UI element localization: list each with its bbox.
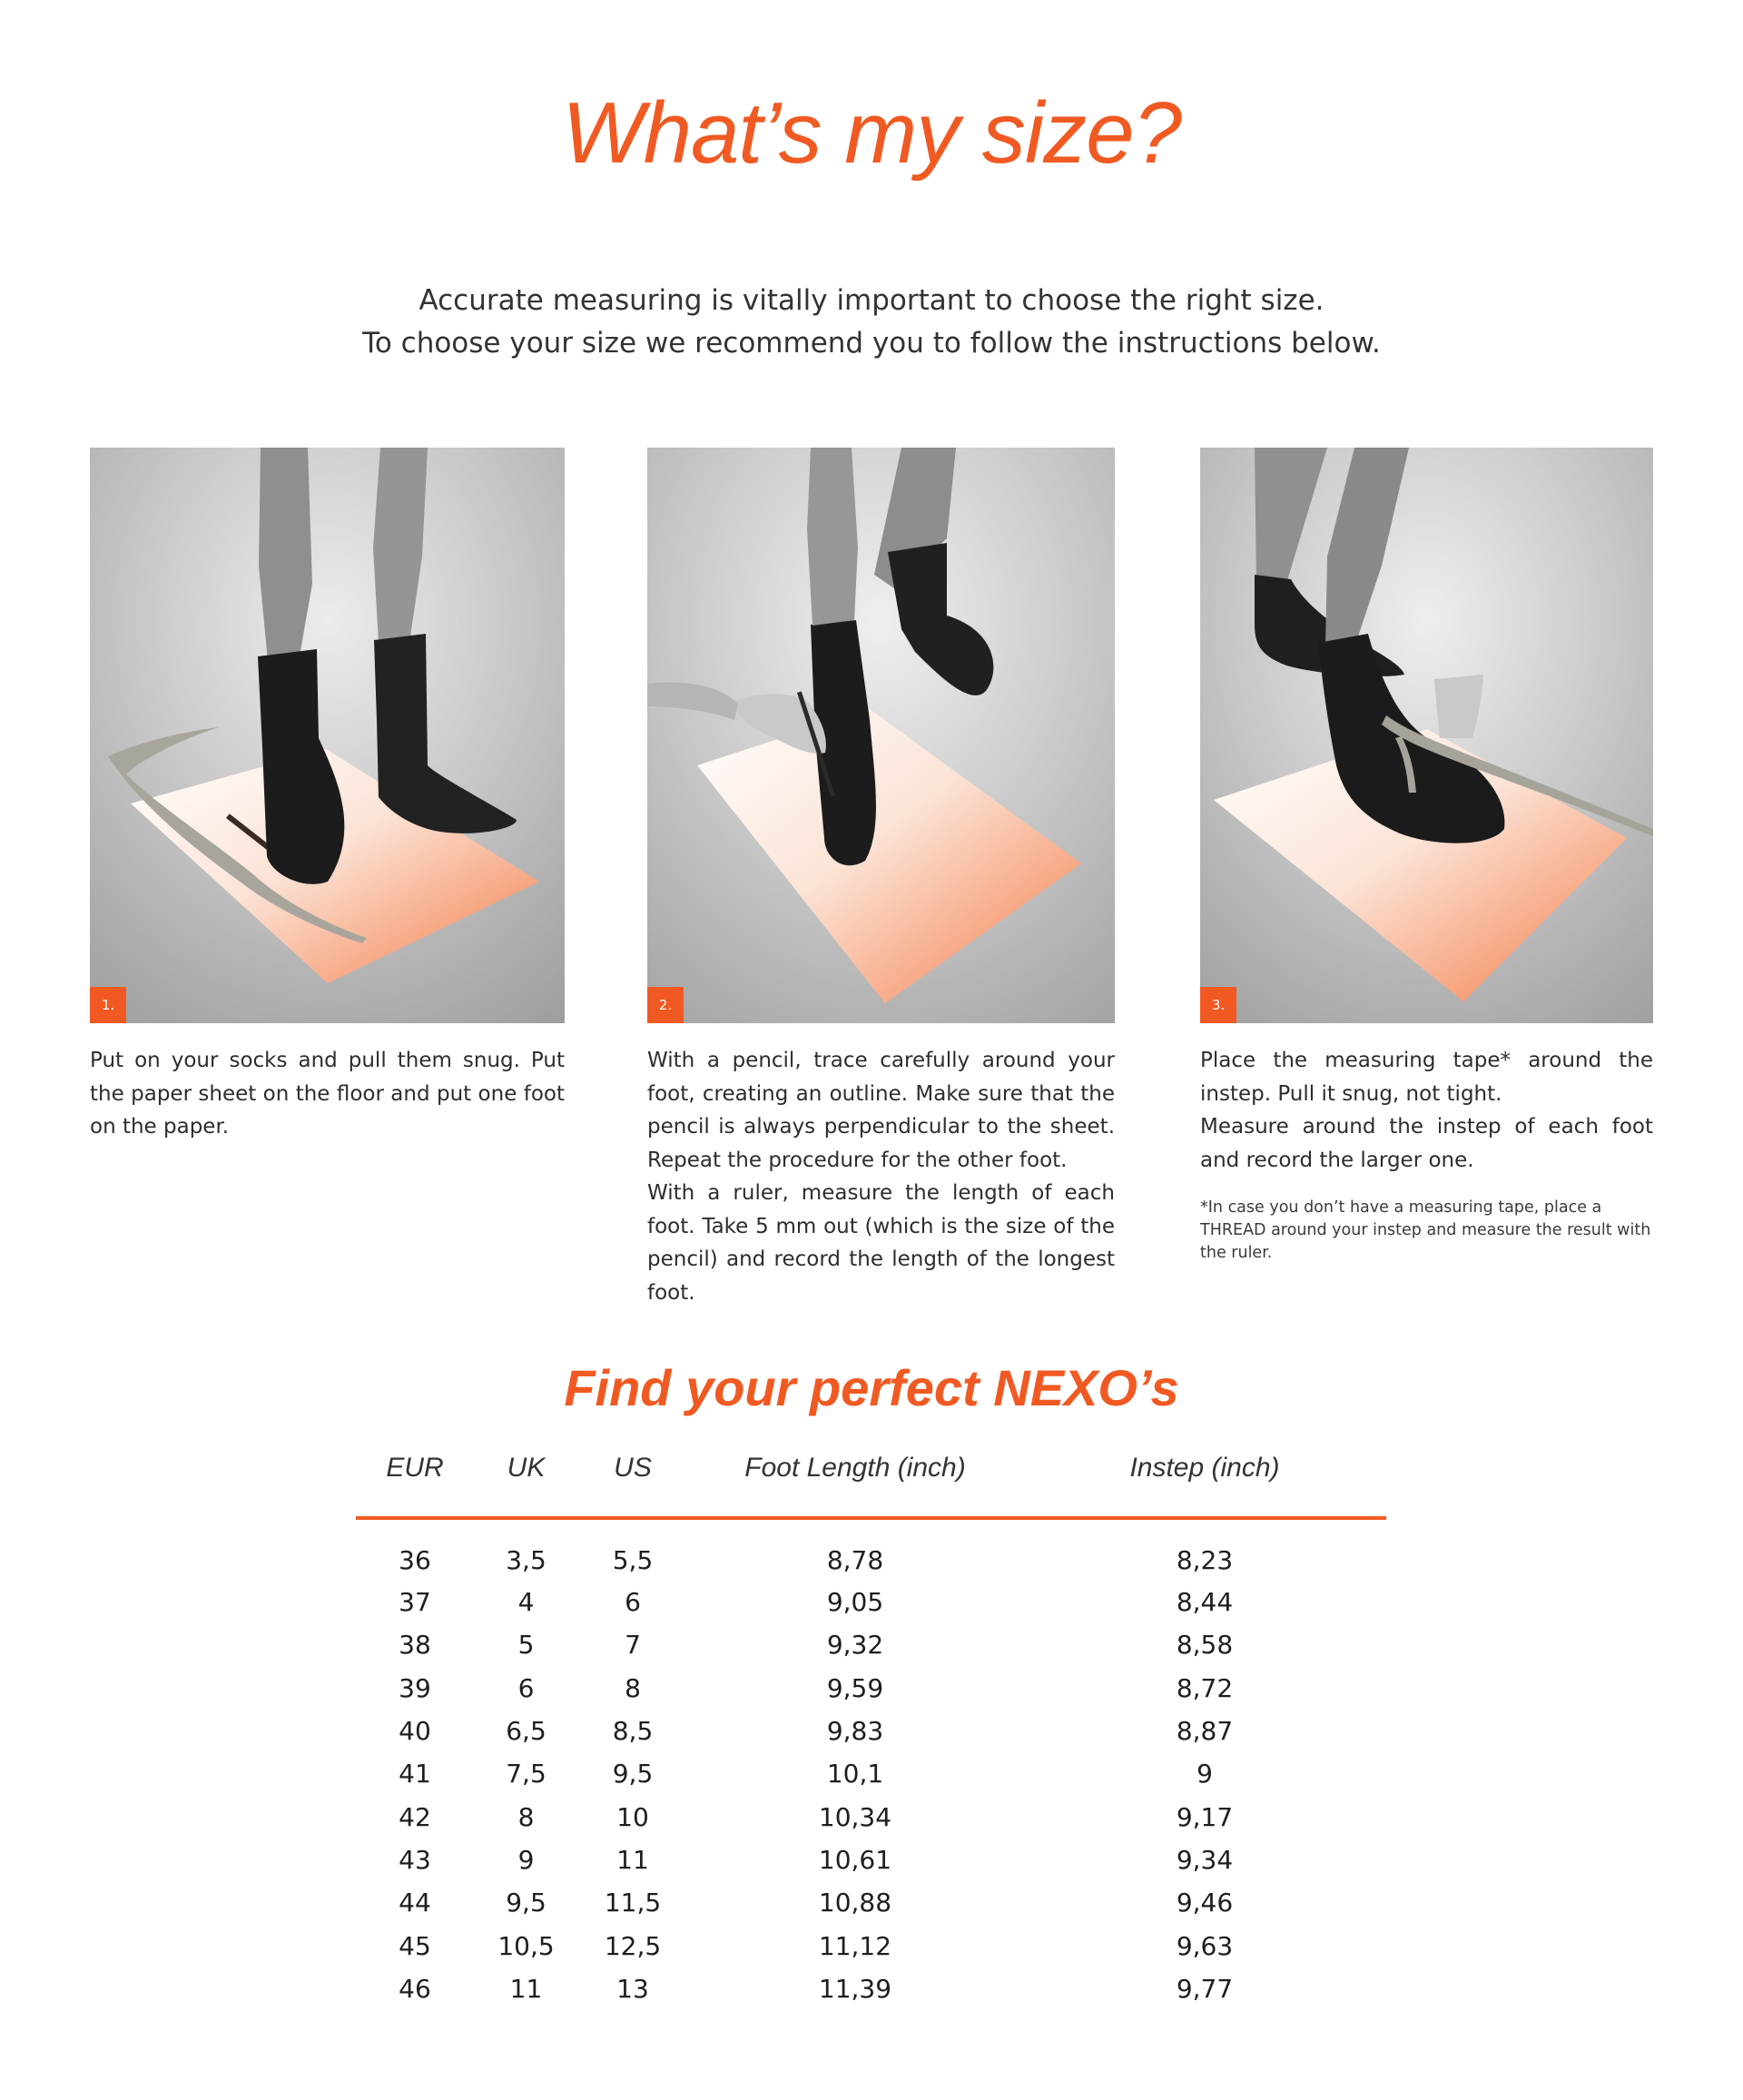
step-2 (647, 448, 1115, 1309)
cell-foot-length: 10,61 (818, 1844, 892, 1875)
cell-eur: 44 (399, 1888, 431, 1918)
cell-us: 11 (616, 1844, 649, 1875)
size-chart-table (356, 1453, 1386, 2010)
step-2-text (647, 1044, 1115, 1309)
cell-us: 9,5 (612, 1759, 654, 1789)
size-chart-header-row (356, 1453, 1386, 1518)
cell-instep: 9,77 (1176, 1973, 1234, 2004)
cell-eur: 38 (399, 1630, 431, 1661)
step-3 (1200, 448, 1653, 1265)
cell-uk: 5 (517, 1630, 535, 1661)
cell-instep: 8,44 (1176, 1587, 1234, 1618)
cell-uk: 8 (517, 1801, 535, 1832)
cell-instep: 8,23 (1176, 1545, 1234, 1575)
cell-us: 8,5 (612, 1716, 654, 1747)
intro-line-1: Accurate measuring is vitally important to choose the right size. (419, 284, 1324, 317)
cell-us: 12,5 (604, 1930, 662, 1961)
step-1-text (90, 1044, 565, 1144)
header-uk: UK (474, 1453, 578, 1518)
cell-foot-length: 11,39 (818, 1973, 892, 2004)
cell-uk: 4 (517, 1587, 535, 1618)
table-row (356, 1967, 1386, 2010)
step-3-footnote: *In case you don’t have a measuring tape, place a THREAD around your instep and measure the result with the ruler. (1200, 1198, 1651, 1262)
cell-foot-length: 8,78 (826, 1545, 884, 1575)
cell-foot-length: 10,1 (826, 1759, 884, 1789)
cell-eur: 37 (399, 1587, 431, 1618)
step-3-photo (1200, 448, 1653, 1023)
cell-foot-length: 10,88 (818, 1888, 892, 1918)
cell-foot-length: 9,83 (826, 1716, 884, 1747)
cell-foot-length: 9,59 (826, 1672, 884, 1703)
step-1-photo (90, 448, 565, 1023)
cell-instep: 9,46 (1176, 1888, 1234, 1918)
table-row (356, 1518, 1386, 1581)
cell-instep: 9,34 (1176, 1844, 1234, 1875)
table-row (356, 1924, 1386, 1967)
table-row (356, 1623, 1386, 1666)
cell-eur: 40 (399, 1716, 431, 1747)
step-3-number-badge: 3. (1200, 987, 1236, 1023)
table-row (356, 1581, 1386, 1623)
intro-text (0, 280, 1743, 365)
table-row (356, 1839, 1386, 1881)
cell-us: 13 (616, 1973, 649, 2004)
cell-instep: 8,87 (1176, 1716, 1234, 1747)
step-1 (90, 448, 565, 1144)
step-1-paragraph: Put on your socks and pull them snug. Put the paper sheet on the floor and put one foot on the paper. (90, 1049, 565, 1139)
cell-us: 10 (616, 1801, 649, 1832)
cell-uk: 9,5 (506, 1888, 547, 1918)
header-foot-length: Foot Length (inch) (687, 1453, 1023, 1518)
header-us: US (578, 1453, 687, 1518)
step-3-paragraph-1: Place the measuring tape* around the instep. Pull it snug, not tight. (1200, 1049, 1653, 1106)
cell-instep: 8,58 (1176, 1630, 1234, 1661)
cell-instep: 8,72 (1176, 1672, 1234, 1703)
cell-instep: 9,17 (1176, 1801, 1234, 1832)
cell-eur: 46 (399, 1973, 431, 2004)
size-chart-body (356, 1518, 1386, 2010)
step-2-paragraph-2: With a ruler, measure the length of each foot. Take 5 mm out (which is the size of the pencil) and record the length of the longest foot. (647, 1181, 1115, 1305)
cell-foot-length: 10,34 (818, 1801, 892, 1832)
cell-us: 6 (625, 1587, 641, 1618)
table-row (356, 1881, 1386, 1924)
cell-eur: 45 (399, 1930, 431, 1961)
cell-us: 11,5 (604, 1888, 662, 1918)
header-eur: EUR (356, 1453, 474, 1518)
cell-eur: 43 (399, 1844, 431, 1875)
cell-uk: 6,5 (506, 1716, 547, 1747)
cell-eur: 36 (399, 1545, 431, 1575)
intro-line-2: To choose your size we recommend you to follow the instructions below. (362, 327, 1381, 360)
cell-eur: 42 (399, 1801, 431, 1832)
step-2-photo (647, 448, 1115, 1023)
cell-instep: 9 (1196, 1759, 1213, 1789)
cell-eur: 39 (399, 1672, 431, 1703)
table-row (356, 1752, 1386, 1795)
table-row (356, 1795, 1386, 1838)
step-2-paragraph-1: With a pencil, trace carefully around your foot, creating an outline. Make sure that the pencil is always perpendicular to the sheet. Repeat the procedure for the other foot. (647, 1049, 1115, 1172)
cell-uk: 3,5 (506, 1545, 547, 1575)
cell-uk: 10,5 (497, 1930, 555, 1961)
step-3-paragraph-2: Measure around the instep of each foot and record the larger one. (1200, 1115, 1653, 1172)
cell-uk: 9 (517, 1844, 535, 1875)
step-3-text (1200, 1044, 1653, 1177)
cell-instep: 9,63 (1176, 1930, 1234, 1961)
cell-uk: 6 (517, 1672, 535, 1703)
header-instep: Instep (inch) (1023, 1453, 1386, 1518)
cell-foot-length: 9,32 (826, 1630, 884, 1661)
cell-uk: 7,5 (506, 1759, 547, 1789)
cell-uk: 11 (509, 1973, 543, 2004)
cell-us: 8 (625, 1672, 641, 1703)
cell-foot-length: 11,12 (818, 1930, 892, 1961)
cell-us: 5,5 (612, 1545, 654, 1575)
cell-us: 7 (625, 1630, 641, 1661)
step-2-number-badge: 2. (647, 987, 684, 1023)
page-title: What’s my size? (561, 84, 1182, 182)
cell-foot-length: 9,05 (826, 1587, 884, 1618)
table-row (356, 1710, 1386, 1752)
step-1-number-badge: 1. (90, 987, 126, 1023)
table-row (356, 1667, 1386, 1710)
cell-eur: 41 (399, 1759, 431, 1789)
size-chart-title: Find your perfect NEXO’s (564, 1359, 1179, 1416)
